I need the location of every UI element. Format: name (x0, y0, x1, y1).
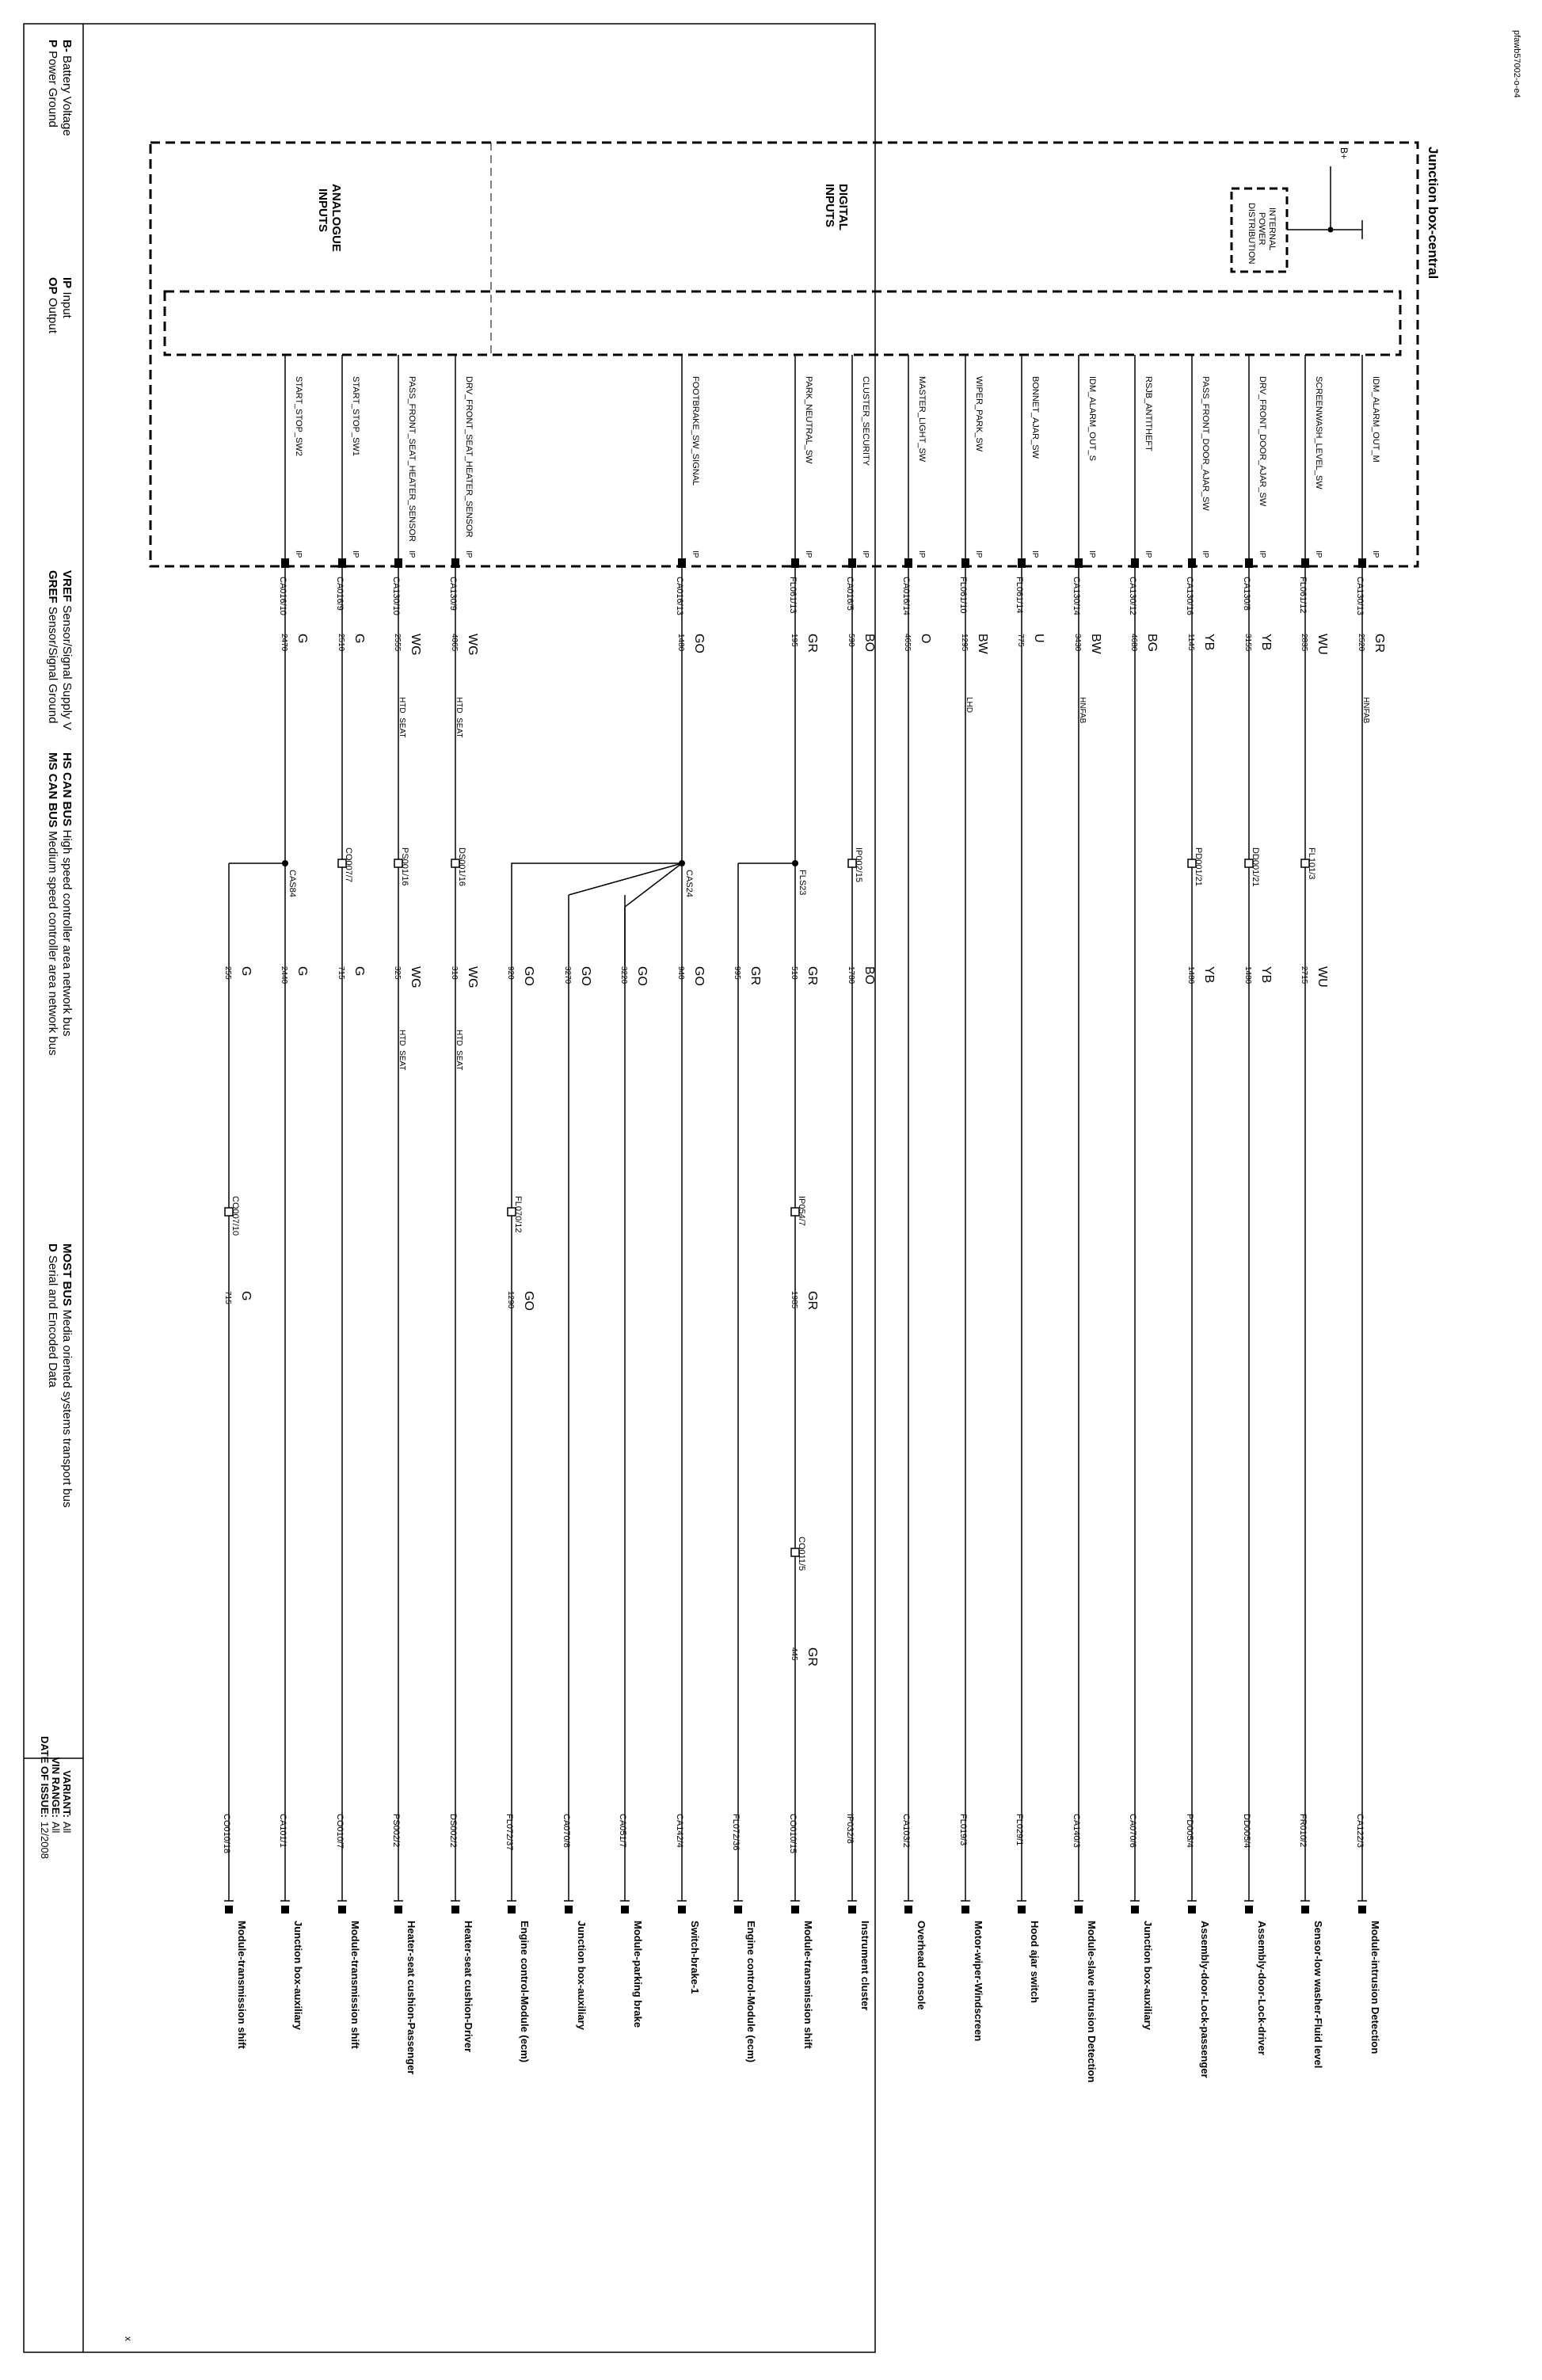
wire-color: BO (862, 966, 876, 985)
branch-cas24-a (625, 863, 682, 966)
io-type: IP (407, 550, 416, 558)
wire-number: 2440 (280, 966, 288, 984)
wire-color: O (919, 634, 932, 644)
wire-color: G (352, 966, 366, 977)
legend-text: High speed controller area network bus (60, 826, 74, 1037)
wire-note: HTD_SEAT (398, 1030, 406, 1071)
io-type: IP (464, 550, 473, 558)
box-pin-id: FL061/12 (1298, 577, 1308, 614)
end-pin-id: PD005/4 (1185, 1814, 1194, 1848)
legend-entry (46, 1243, 59, 1388)
box-pin-connector (904, 558, 912, 568)
wire-number: 1480 (676, 634, 685, 652)
wire-number: 255 (223, 966, 232, 980)
box-pin-connector (1131, 558, 1139, 568)
wire-number: 3270 (563, 966, 572, 984)
box-pin-id: CA130/10 (391, 577, 401, 615)
signal-name: DRV_FRONT_SEAT_HEATER_SENSOR (464, 376, 474, 538)
end-connector (621, 1906, 629, 1914)
end-connector (451, 1906, 459, 1914)
splice-id: FL070/12 (513, 1196, 523, 1233)
splice-id: CAS24 (684, 870, 694, 897)
end-pin-id: FR010/2 (1298, 1814, 1308, 1848)
wire-number: 1480 (1186, 966, 1195, 984)
signal-name: RSJB_ANTITHEFT (1144, 376, 1153, 451)
end-component-label: Module-transmission shift (349, 1921, 361, 2049)
legend-text: Input (60, 288, 74, 318)
end-component-label: Module-transmission shift (802, 1921, 814, 2049)
end-pin-id: PS002/2 (391, 1814, 401, 1848)
wire-color: WU (1315, 966, 1329, 988)
end-connector (1358, 1906, 1366, 1914)
end-component-label: Module-parking brake (632, 1921, 644, 2028)
wire-color: GO (522, 1291, 535, 1311)
io-type: IP (1314, 550, 1323, 558)
wire-color: YB (1259, 966, 1273, 984)
wire-number: 2715 (1300, 966, 1308, 984)
box-pin-id: CA130/8 (1242, 577, 1251, 611)
end-connector (281, 1906, 289, 1914)
wire-number: 920 (506, 966, 515, 980)
end-connector (791, 1906, 799, 1914)
signal-name: START_STOP_SW1 (351, 376, 360, 456)
end-component-label: Module-slave intrusion Detection (1086, 1921, 1098, 2083)
analogue-inputs-line-1: ANALOGUE (329, 184, 343, 252)
wire-color: G (239, 966, 253, 977)
wire-color: GO (692, 634, 706, 653)
splice-id: CO007/7 (344, 847, 353, 883)
wire-number: 775 (1016, 634, 1025, 647)
splice-id: FL101/3 (1307, 847, 1316, 880)
wire-number: 4680 (1129, 634, 1138, 652)
wire-note: HTD_SEAT (398, 697, 406, 738)
wire-number: 1780 (847, 966, 855, 984)
wire-note: HTD_SEAT (455, 1030, 463, 1071)
end-pin-id: CA142/4 (675, 1814, 684, 1848)
signal-name: PASS_FRONT_SEAT_HEATER_SENSOR (407, 376, 417, 543)
legend-code: IP (60, 277, 74, 289)
end-component-label: Overhead console (916, 1921, 927, 2010)
wire-color: WG (409, 966, 422, 988)
box-pin-id: CA130/13 (1355, 577, 1365, 615)
signal-name: MASTER_LIGHT_SW (917, 376, 927, 463)
end-component-label: Heater-seat cushion-Passenger (405, 1921, 417, 2075)
wire-color: GR (805, 1647, 819, 1666)
wire-number: 2835 (1300, 634, 1308, 652)
box-pin-connector (281, 558, 289, 568)
box-pin-id: CA130/16 (1185, 577, 1194, 615)
end-pin-id: CA070/6 (1128, 1814, 1137, 1848)
end-pin-id: CA070/8 (562, 1814, 571, 1848)
box-pin-id: CA016/10 (278, 577, 287, 615)
circuits (222, 355, 1386, 2082)
legend-entry (60, 277, 74, 319)
legend-code: GREF (46, 570, 59, 604)
box-pin-id: FL061/13 (788, 577, 798, 614)
end-pin-id: CA140/3 (1072, 1814, 1081, 1848)
legend-code: P (46, 40, 59, 48)
end-pin-id: FL072/37 (504, 1814, 514, 1851)
io-type: IP (974, 550, 983, 558)
analogue-inputs-line-2: INPUTS (316, 188, 329, 233)
end-pin-id: CA101/1 (278, 1814, 287, 1848)
end-pin-id: CO010/7 (335, 1814, 345, 1849)
io-type: IP (804, 550, 813, 558)
end-pin-id: CA103/2 (901, 1814, 911, 1848)
box-pin-id: CA130/14 (1072, 577, 1081, 615)
digital-inputs-line-2: INPUTS (823, 184, 836, 228)
legend-entry (46, 752, 59, 1056)
end-connector (565, 1906, 573, 1914)
corner-mark: x (123, 2336, 134, 2341)
end-connector (1301, 1906, 1309, 1914)
end-connector (1018, 1906, 1026, 1914)
box-pin-connector (961, 558, 969, 568)
wire-color: WG (466, 634, 479, 656)
internal-power-line-1: INTERNAL (1267, 208, 1277, 251)
wire-number: 590 (847, 634, 855, 647)
legend-text: Sensor/Signal Ground (46, 603, 59, 724)
box-pin-connector (1018, 558, 1026, 568)
end-pin-id: CA051/7 (618, 1814, 627, 1848)
legend-entry (46, 40, 59, 128)
wire-color: U (1032, 634, 1045, 643)
splice-id: CO007/10 (230, 1196, 240, 1236)
end-component-label: Motor-wiper-Windscreen (973, 1921, 984, 2042)
end-component-label: Module-intrusion Detection (1369, 1921, 1381, 2054)
wire-color: GO (579, 966, 592, 986)
wire-number: 2510 (337, 634, 345, 652)
end-component-label: Switch-brake-1 (689, 1921, 701, 1994)
end-connector (734, 1906, 742, 1914)
wire-note: HNFAB (1361, 697, 1370, 724)
end-component-label: Module-transmission shift (236, 1921, 248, 2049)
legend (39, 40, 74, 1859)
legend-entry (46, 277, 59, 334)
legend-text: Media oriented systems transport bus (60, 1306, 74, 1508)
signal-name: FOOTBRAKE_SW_SIGNAL (691, 376, 700, 486)
wire-color: BG (1145, 634, 1159, 653)
wire-color: YB (1202, 634, 1216, 651)
wire-number: 2520 (1357, 634, 1365, 652)
wire-number: 3155 (1243, 634, 1252, 652)
wire-number: 995 (733, 966, 741, 980)
io-type: IP (861, 550, 870, 558)
end-pin-id: DD005/4 (1242, 1814, 1251, 1849)
branch-cas24-c (512, 863, 682, 895)
wire-number: 1295 (960, 634, 969, 652)
box-pin-connector (678, 558, 686, 568)
legend-code: HS CAN BUS (60, 752, 74, 827)
legend-entry (60, 570, 74, 730)
io-type: IP (1371, 550, 1380, 558)
junction-box-title: Junction box-central (1426, 147, 1441, 280)
wire-color: GR (805, 1291, 819, 1310)
end-connector (961, 1906, 969, 1914)
end-connector (338, 1906, 346, 1914)
box-pin-connector (394, 558, 402, 568)
end-connector (848, 1906, 856, 1914)
end-pin-id: IP032/8 (845, 1814, 855, 1844)
end-pin-id: CA122/3 (1355, 1814, 1365, 1848)
box-pin-id: CA016/5 (845, 577, 855, 611)
wire-number: 510 (790, 966, 798, 980)
end-component-label: Junction box-auxiliary (576, 1921, 588, 2030)
box-pin-connector (1358, 558, 1366, 568)
internal-power-line-2: POWER (1257, 212, 1266, 246)
info-value: All (61, 1822, 73, 1834)
info-code: VARIANT: (61, 1770, 73, 1818)
wire-number: 195 (790, 634, 798, 647)
wire-color: GO (522, 966, 535, 986)
info-value: All (50, 1822, 62, 1834)
legend-code: D (46, 1243, 59, 1252)
wire-number: 3430 (1073, 634, 1082, 652)
legend-entry (46, 570, 59, 723)
wire-number: 325 (393, 966, 402, 980)
box-pin-id: FL061/14 (1015, 577, 1024, 614)
io-type: IP (1030, 550, 1039, 558)
io-type: IP (1258, 550, 1266, 558)
legend-text: Sensor/Signal Supply V (60, 602, 74, 730)
legend-text: Medium speed controller area network bus (46, 828, 59, 1056)
legend-code: VREF (60, 570, 74, 603)
wire-number: 3220 (619, 966, 628, 984)
signal-name: DRV_FRONT_DOOR_AJAR_SW (1258, 376, 1267, 507)
signal-name: START_STOP_SW2 (294, 376, 303, 456)
splice-id: FLS23 (798, 870, 807, 896)
legend-code: MOST BUS (60, 1243, 74, 1307)
box-pin-connector (848, 558, 856, 568)
wire-color: YB (1259, 634, 1273, 651)
signal-name: PASS_FRONT_DOOR_AJAR_SW (1201, 376, 1210, 511)
wire-color: YB (1202, 966, 1216, 984)
wire-number: 2555 (393, 634, 402, 652)
wire-color: WU (1315, 634, 1329, 655)
end-component-label: Junction box-auxiliary (292, 1921, 304, 2030)
end-component-label: Junction box-auxiliary (1142, 1921, 1154, 2030)
box-pin-id: CA016/9 (335, 577, 345, 611)
b-plus-node (1328, 227, 1334, 233)
end-pin-id: CO010/18 (222, 1814, 231, 1854)
legend-text: Power Ground (46, 48, 59, 128)
io-type: IP (351, 550, 360, 558)
legend-entry (60, 752, 74, 1037)
end-component-label: Hood ajar switch (1029, 1921, 1041, 2004)
wire-color: G (239, 1291, 253, 1301)
box-pin-connector (451, 558, 459, 568)
splice-id: PS001/16 (400, 847, 409, 886)
internal-power-line-3: DISTRIBUTION (1247, 203, 1256, 265)
wire-color: G (295, 966, 309, 977)
wire-note: LHD (965, 697, 973, 714)
end-connector (1131, 1906, 1139, 1914)
box-pin-connector (791, 558, 799, 568)
wire-color: GR (805, 634, 819, 653)
branch-cas24-b (569, 863, 682, 895)
signal-name: WIPER_PARK_SW (974, 376, 984, 452)
wire-color: G (352, 634, 366, 644)
legend-code: B- (60, 40, 74, 52)
end-pin-id: FL019/3 (958, 1814, 968, 1846)
box-pin-id: CA130/9 (448, 577, 458, 611)
end-connector (394, 1906, 402, 1914)
end-component-label: Instrument cluster (859, 1921, 871, 2011)
box-pin-connector (1075, 558, 1083, 568)
end-connector (678, 1906, 686, 1914)
end-component-label: Heater-seat cushion-Driver (463, 1921, 474, 2053)
end-component-label: Engine control-Module (ecm) (519, 1921, 531, 2063)
wire-number: 1480 (1243, 966, 1252, 984)
b-plus-label: B+ (1338, 147, 1350, 160)
box-pin-id: CA016/13 (675, 577, 684, 615)
wire-number: 1985 (790, 1291, 798, 1309)
signal-name: IDM_ALARM_OUT_S (1087, 376, 1097, 461)
io-type: IP (1201, 550, 1209, 558)
end-connector (904, 1906, 912, 1914)
legend-code: MS CAN BUS (46, 752, 59, 828)
legend-code: OP (46, 277, 59, 295)
end-connector (1075, 1906, 1083, 1914)
wire-color: BW (1089, 634, 1102, 654)
wire-color: WG (409, 634, 422, 656)
drawing-id: pfawb57002-o-e4 (1512, 30, 1521, 98)
info-value: 12/2008 (39, 1822, 51, 1859)
signal-name: PARK_NEUTRAL_SW (804, 376, 813, 464)
end-connector (1245, 1906, 1253, 1914)
end-pin-id: FL029/1 (1015, 1814, 1024, 1846)
end-component-label: Assembly-door-Lock-passenger (1199, 1921, 1211, 2078)
wire-color: BW (976, 634, 989, 654)
box-pin-connector (338, 558, 346, 568)
signal-name: BONNET_AJAR_SW (1030, 376, 1040, 459)
io-type: IP (1144, 550, 1152, 558)
io-type: IP (917, 550, 926, 558)
splice-id: CO011/5 (797, 1537, 806, 1571)
io-type: IP (691, 550, 699, 558)
splice-id: CAS84 (287, 870, 297, 897)
wire-color: G (295, 634, 309, 644)
wire-color: GO (635, 966, 649, 986)
splice-id: IP054/7 (797, 1196, 806, 1226)
wire-note: HTD_SEAT (455, 697, 463, 738)
wire-color: GR (805, 966, 819, 985)
end-pin-id: CO010/15 (788, 1814, 798, 1854)
wire-number: 715 (223, 1291, 232, 1304)
info-code: VIN RANGE: (50, 1757, 62, 1818)
signal-name: CLUSTER_SECURITY (861, 376, 870, 466)
wire-color: GR (748, 966, 762, 985)
wire-number: 940 (676, 966, 685, 980)
end-connector (508, 1906, 516, 1914)
legend-entry (60, 1243, 74, 1507)
box-pin-id: FL061/10 (958, 577, 968, 614)
info-code: DATE OF ISSUE: (39, 1735, 51, 1818)
end-component-label: Sensor-low washer-Fluid level (1312, 1921, 1324, 2069)
inner-bus-box (165, 291, 1400, 355)
end-connector (1188, 1906, 1196, 1914)
wire-number: 445 (790, 1647, 798, 1661)
box-pin-connector (1301, 558, 1309, 568)
end-pin-id: FL072/36 (731, 1814, 741, 1851)
box-pin-id: CA130/12 (1128, 577, 1137, 615)
box-pin-id: CA016/14 (901, 577, 911, 615)
splice-id: PD001/21 (1194, 847, 1203, 886)
wire-number: 4065 (450, 634, 459, 652)
wire-color: WG (466, 966, 479, 988)
legend-text: Battery Voltage (60, 51, 74, 136)
signal-name: IDM_ALARM_OUT_M (1371, 376, 1380, 463)
io-type: IP (294, 550, 303, 558)
splice-id: DD001/21 (1251, 847, 1260, 887)
wire-number: 715 (337, 966, 345, 980)
wire-color: BO (862, 634, 876, 653)
digital-inputs-line-1: DIGITAL (836, 184, 850, 230)
end-component-label: Engine control-Module (ecm) (745, 1921, 757, 2063)
legend-entry (60, 40, 74, 136)
legend-text: Serial and Encoded Data (46, 1251, 59, 1388)
splice-id: IP002/15 (854, 847, 863, 883)
end-connector (225, 1906, 233, 1914)
wire-number: 2470 (280, 634, 288, 652)
box-pin-connector (1245, 558, 1253, 568)
io-type: IP (1087, 550, 1096, 558)
wire-color: GO (692, 966, 706, 986)
box-pin-connector (1188, 558, 1196, 568)
wire-color: GR (1373, 634, 1386, 653)
end-component-label: Assembly-door-Lock-driver (1256, 1921, 1268, 2055)
wire-number: 1290 (506, 1291, 515, 1309)
wire-number: 1145 (1186, 634, 1195, 651)
signal-name: SCREENWASH_LEVEL_SW (1314, 376, 1323, 489)
wire-number: 310 (450, 966, 459, 980)
wire-number: 4655 (903, 634, 912, 652)
legend-text: Output (46, 294, 59, 333)
splice-id: DS001/16 (457, 847, 466, 886)
end-pin-id: DS002/2 (448, 1814, 458, 1848)
wire-note: HNFAB (1078, 697, 1087, 724)
